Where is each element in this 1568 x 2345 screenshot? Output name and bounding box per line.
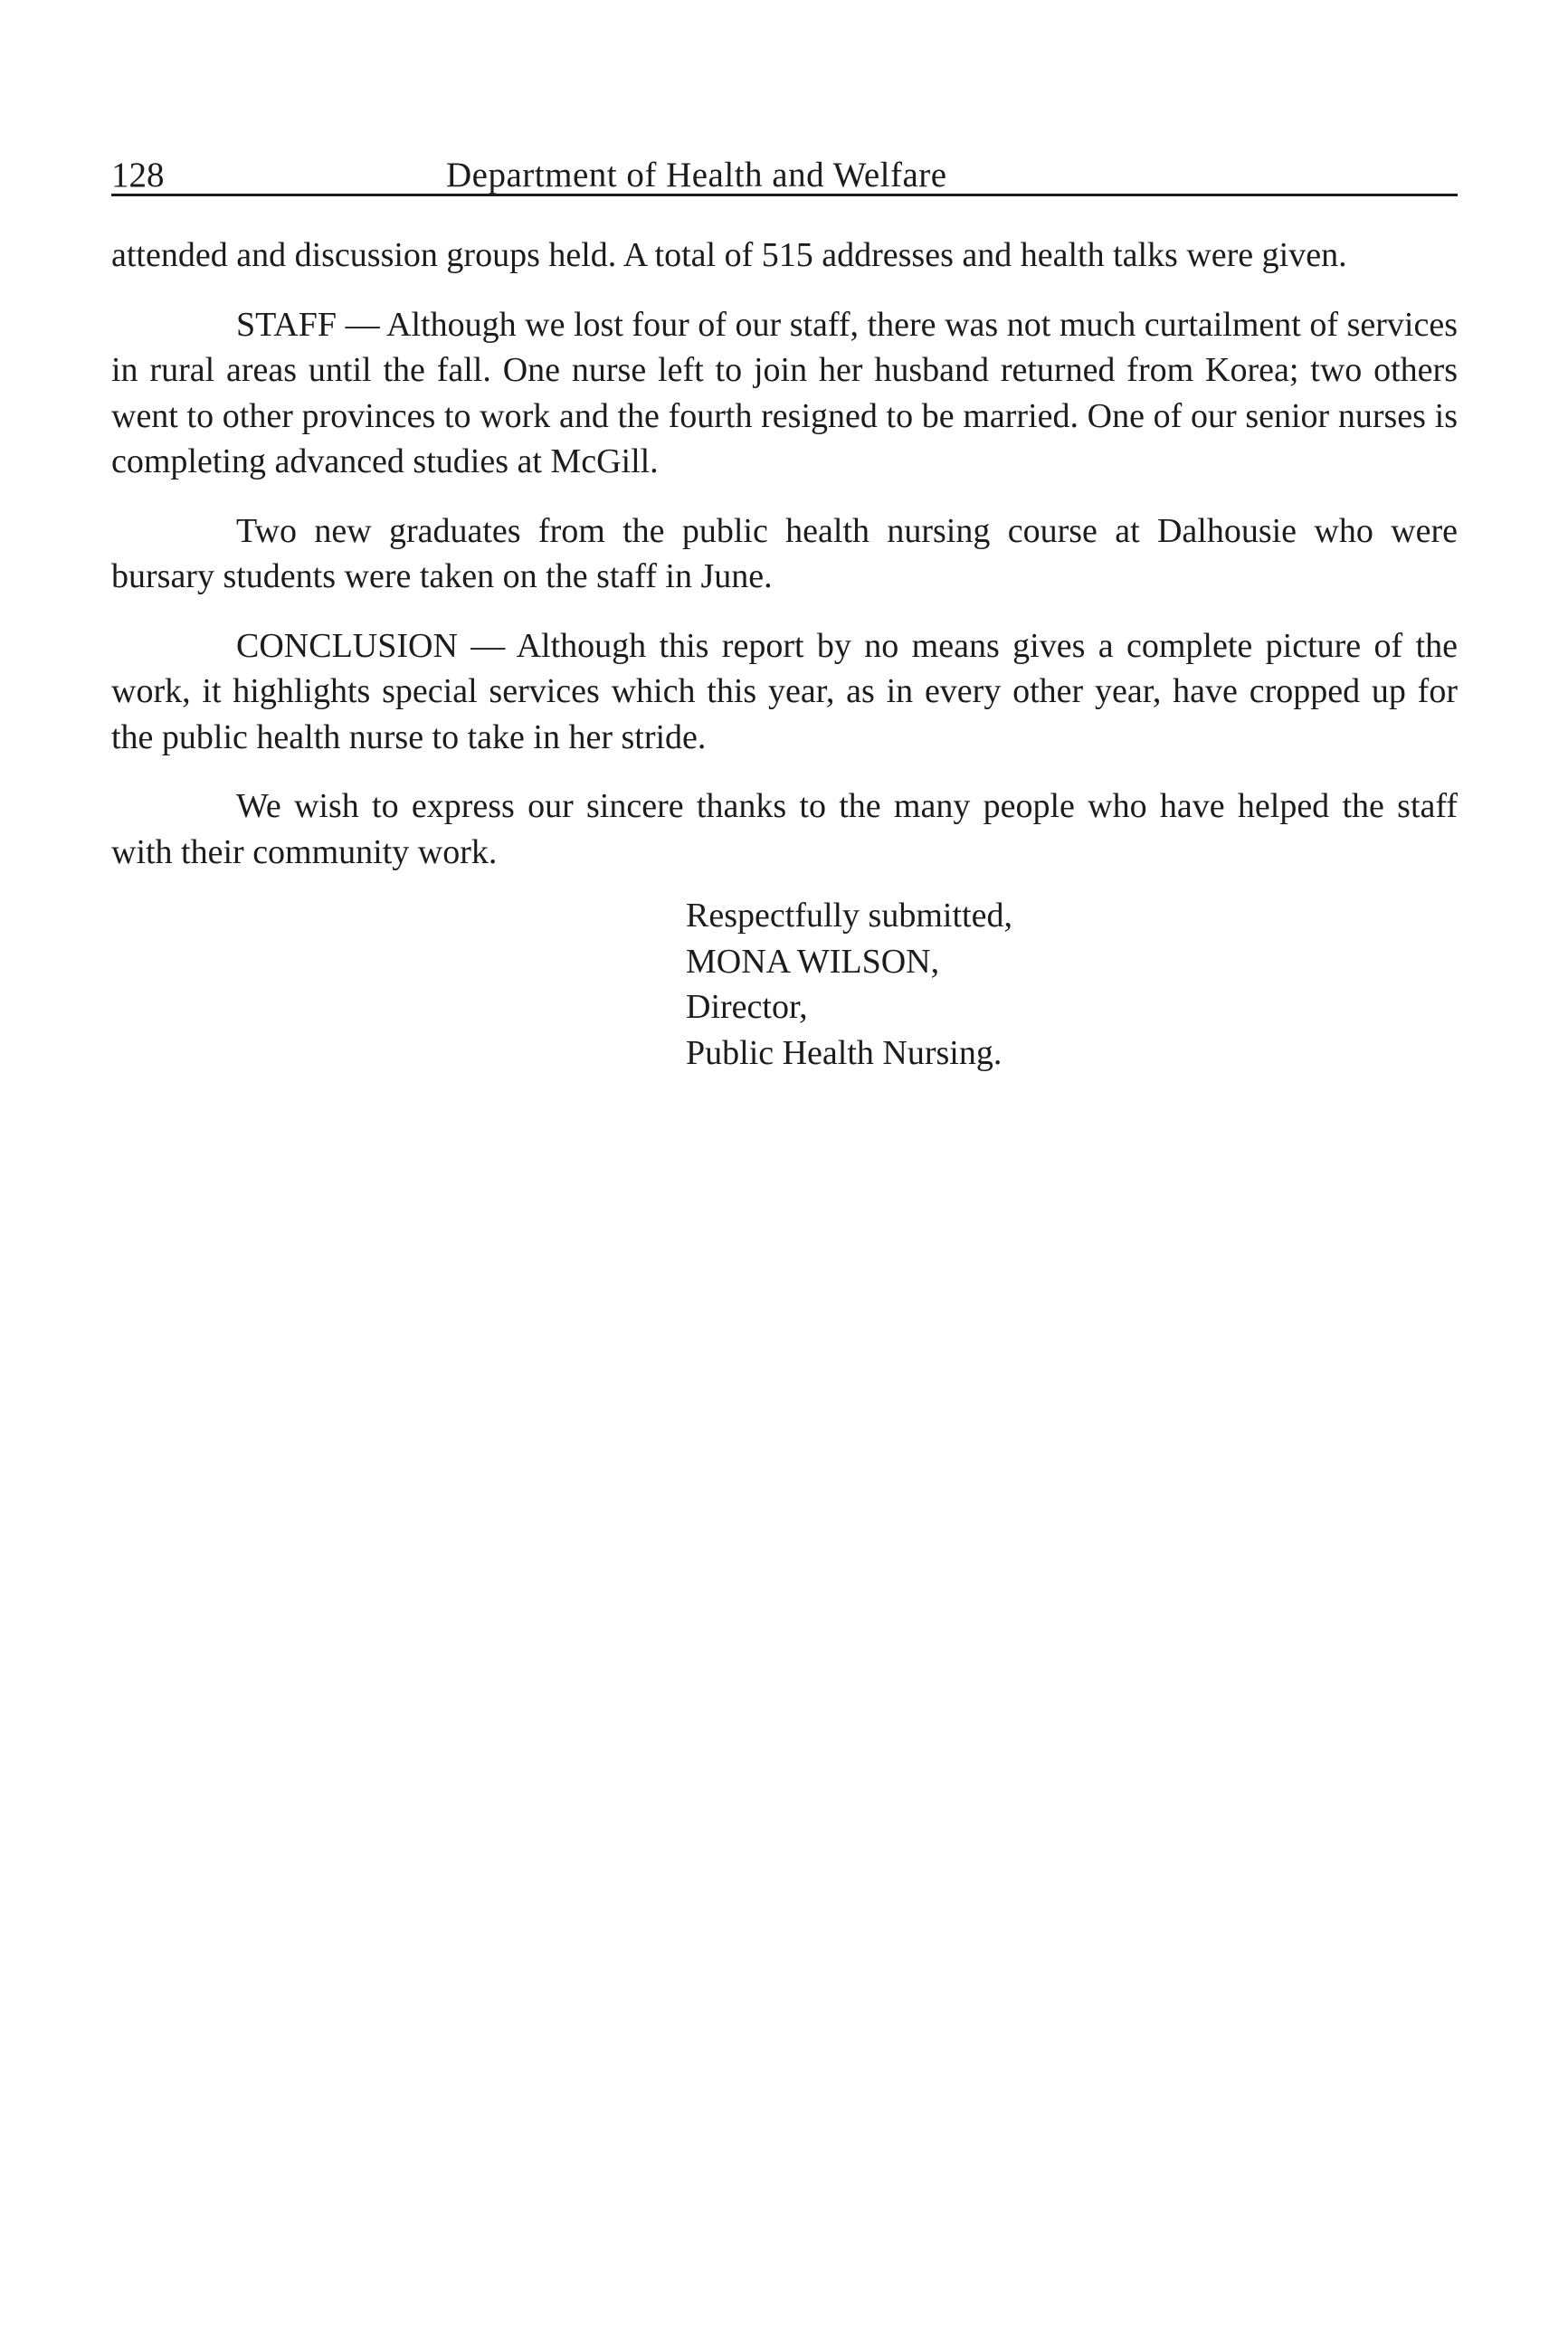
document-page: [111, 136, 1458, 1076]
staff-paragraph: STAFF — Although we lost four of our staff, there was not much curtailment of services in rural areas until the fall. One nurse left to join her husband returned from Korea; two others went to other provinces to work and the fourth resigned to be married. One of our senior nurses is completing advanced studies at McGill.: [111, 305, 1458, 480]
graduates-paragraph: Two new graduates from the public health nursing course at Dalhousie who were bursary students were taken on the staff in June.: [111, 511, 1458, 595]
running-header: [111, 136, 1458, 196]
header-title: Department of Health and Welfare: [446, 156, 947, 195]
page-number: 128: [111, 156, 165, 195]
signature-name: MONA WILSON,: [686, 942, 940, 981]
signature-title: Director,: [686, 988, 808, 1026]
signature-block: [686, 893, 1458, 1076]
thanks-paragraph: We wish to express our sincere thanks to the many people who have helped the staff with their community work.: [111, 787, 1458, 871]
conclusion-paragraph: CONCLUSION — Although this report by no means gives a complete picture of the work, it highlights special services which this year, as in every other year, have cropped up for the public health nurse to take in her stride.: [111, 626, 1458, 756]
signature-closing: Respectfully submitted,: [686, 897, 1012, 935]
signature-department: Public Health Nursing.: [686, 1033, 1003, 1072]
continuation-paragraph: attended and discussion groups held. A total of 515 addresses and health talks were given.: [111, 236, 1347, 274]
report-body: [111, 233, 1458, 875]
